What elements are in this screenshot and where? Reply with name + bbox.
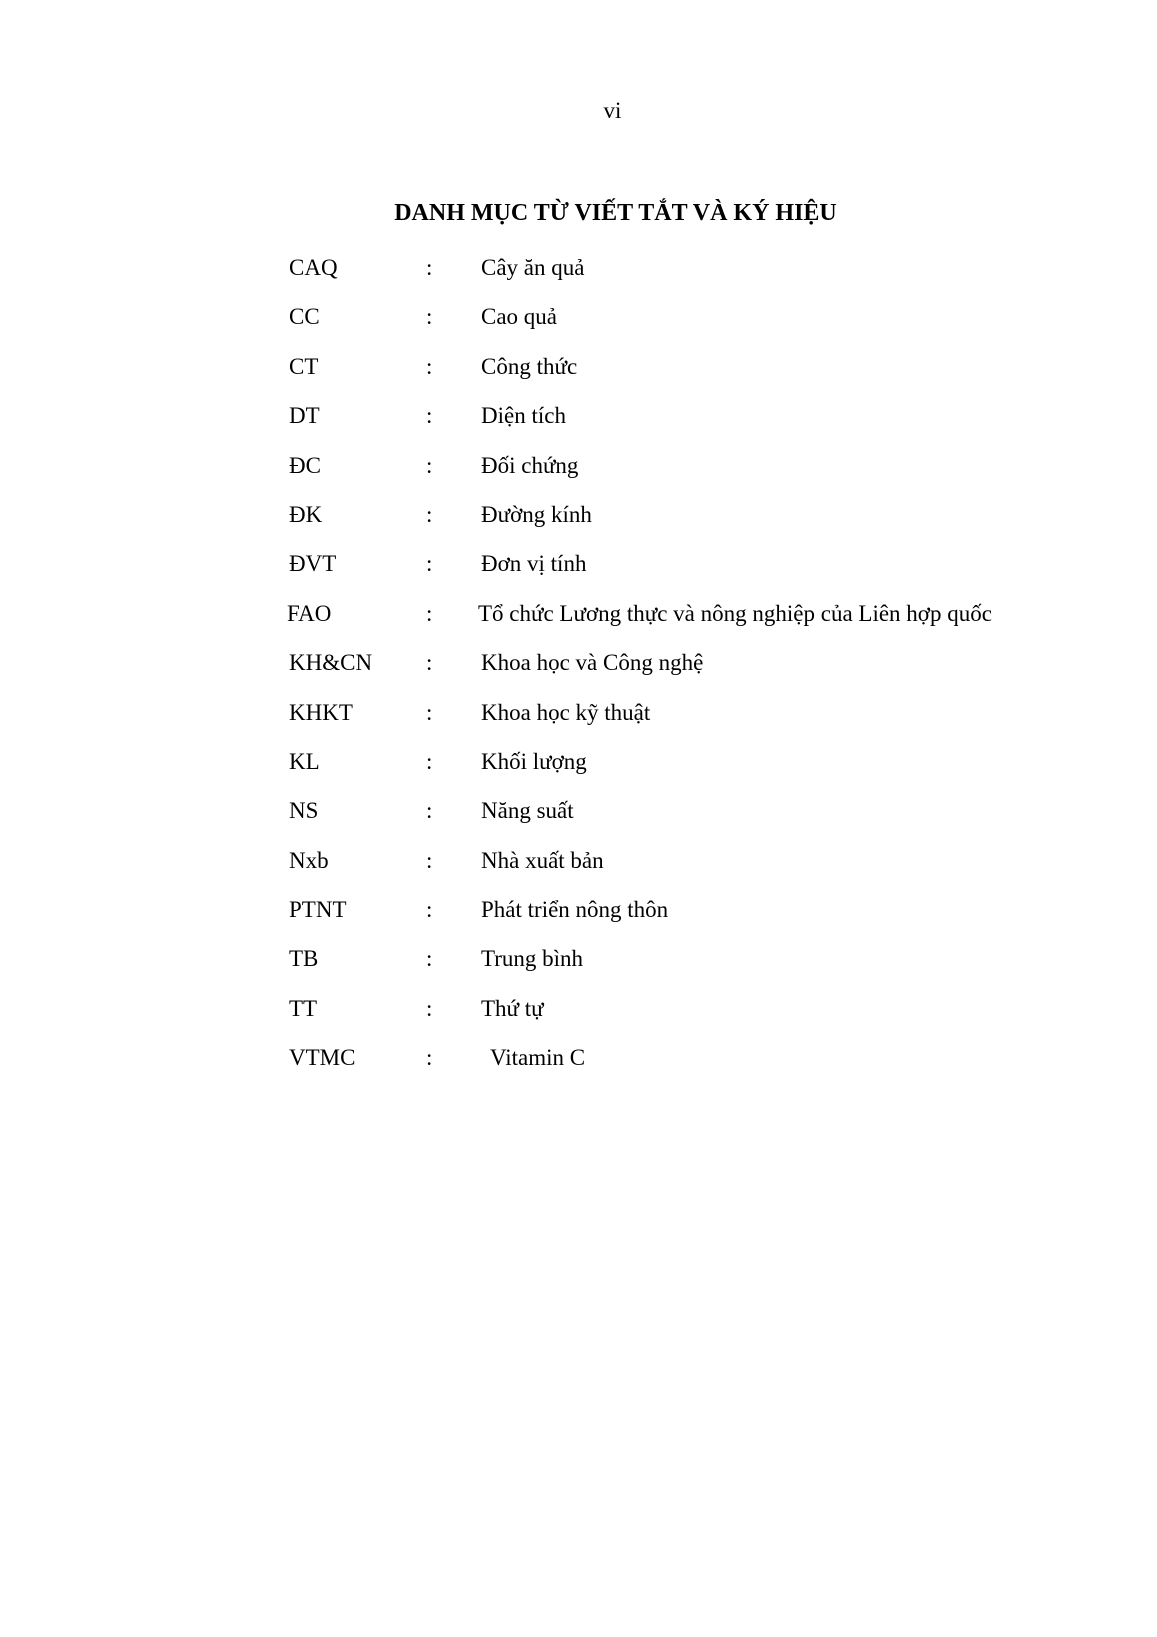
separator: : (426, 501, 433, 527)
abbreviation-code: FAO (287, 600, 332, 626)
abbreviation-meaning: Đối chứng (481, 452, 579, 478)
abbreviation-code: KL (289, 748, 320, 774)
abbreviation-row (0, 894, 1157, 943)
separator: : (426, 699, 433, 725)
separator: : (426, 748, 433, 774)
abbreviation-meaning: Đường kính (481, 501, 592, 527)
separator: : (426, 255, 433, 280)
separator: : (426, 798, 433, 824)
abbreviation-code: ĐK (289, 501, 323, 527)
abbreviation-code: CT (289, 353, 319, 379)
abbreviation-row (0, 845, 1157, 894)
abbreviation-row (0, 943, 1157, 992)
abbreviation-code: KH&CN (289, 650, 373, 676)
abbreviation-row (0, 400, 1157, 449)
abbreviation-row (0, 252, 1157, 301)
separator: : (426, 304, 433, 330)
abbreviation-meaning: Khối lượng (481, 748, 587, 774)
page-number: vi (603, 98, 622, 123)
abbreviation-row (0, 993, 1157, 1042)
abbreviation-row (0, 746, 1157, 795)
abbreviation-code: CAQ (289, 255, 338, 280)
abbreviation-code: NS (289, 798, 319, 824)
separator: : (426, 946, 433, 972)
separator: : (426, 847, 433, 873)
separator: : (426, 600, 433, 626)
abbreviation-code: Nxb (289, 847, 329, 873)
abbreviation-meaning: Phát triển nông thôn (481, 897, 669, 923)
abbreviation-row (0, 351, 1157, 400)
abbreviation-meaning: Năng suất (481, 798, 574, 824)
abbreviation-row (0, 795, 1157, 844)
separator: : (426, 551, 433, 577)
separator: : (426, 897, 433, 923)
abbreviation-meaning: Thứ tự (481, 995, 544, 1021)
abbreviation-code: TB (289, 946, 319, 972)
abbreviation-meaning: Đơn vị tính (481, 551, 587, 577)
page-title: DANH MỤC TỪ VIẾT TẮT VÀ KÝ HIỆU (394, 200, 837, 226)
abbreviation-code: ĐC (289, 452, 321, 478)
abbreviation-row (0, 301, 1157, 350)
abbreviation-code: DT (289, 403, 320, 429)
abbreviation-meaning: Cao quả (481, 304, 558, 330)
abbreviation-meaning: Tổ chức Lương thực và nông nghiệp của Liên hợp quốc (478, 600, 992, 626)
separator: : (426, 452, 433, 478)
abbreviation-meaning: Khoa học và Công nghệ (481, 650, 704, 676)
abbreviation-row (0, 1042, 1157, 1091)
separator: : (426, 353, 433, 379)
abbreviation-code: TT (289, 995, 318, 1021)
abbreviation-code: ĐVT (289, 551, 337, 577)
abbreviation-row (0, 548, 1157, 597)
abbreviation-code: VTMC (289, 1045, 356, 1071)
abbreviation-meaning: Cây ăn quả (481, 255, 585, 280)
separator: : (426, 1045, 433, 1071)
abbreviation-list (0, 252, 1157, 1092)
abbreviation-code: KHKT (289, 699, 353, 725)
abbreviation-code: PTNT (289, 897, 347, 923)
abbreviation-row (0, 647, 1157, 696)
abbreviation-meaning: Công thức (481, 353, 578, 379)
abbreviation-row (0, 697, 1157, 746)
abbreviation-meaning: Vitamin C (490, 1045, 586, 1071)
abbreviation-code: CC (289, 304, 320, 330)
abbreviation-meaning: Diện tích (481, 403, 566, 429)
separator: : (426, 650, 433, 676)
abbreviation-row (0, 450, 1157, 499)
abbreviation-meaning: Trung bình (481, 946, 584, 972)
abbreviation-row (0, 499, 1157, 548)
separator: : (426, 995, 433, 1021)
abbreviation-meaning: Khoa học kỹ thuật (481, 699, 651, 725)
abbreviation-row (0, 598, 1157, 647)
abbreviation-meaning: Nhà xuất bản (481, 847, 604, 873)
separator: : (426, 403, 433, 429)
